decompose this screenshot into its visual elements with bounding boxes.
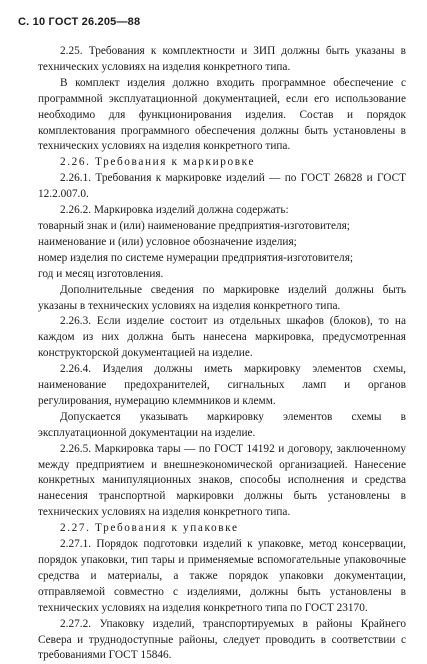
list-item-trademark: товарный знак и (или) наименование предприятия-изготовителя; (38, 219, 350, 232)
list-item-name: наименование и (или) условное обозначение изделия; (38, 235, 297, 248)
paragraph-2-26-1: 2.26.1. Требования к маркировке изделий — по ГОСТ 26828 и ГОСТ 12.2.007.0. (38, 172, 406, 201)
paragraph-2-27-2: 2.27.2. Упаковку изделий, транспортируемых в районы Крайнего Севера и труднодоступные районы, следует проводить в соответствии с требованиями ГОСТ 15846. (38, 617, 406, 662)
list-item-date: год и месяц изготовления. (38, 267, 164, 280)
paragraph-2-26-3: 2.26.3. Если изделие состоит из отдельных шкафов (блоков), то на каждом из них должна быть нанесена маркировка, предусмотренная конструкторской документацией на изделие. (38, 315, 406, 360)
page-header: С. 10 ГОСТ 26.205—88 (18, 16, 141, 28)
paragraph-2-27-1: 2.27.1. Порядок подготовки изделий к упаковке, метод консервации, порядок упаковки, тип тары и применяемые вспомогательные упаковочные средства и материалы, а также порядок упаковки документации, отправляемой совместно с изделиями, должны быть установлены в технических условиях на изделия конкретного типа по ГОСТ 23170. (38, 538, 406, 614)
paragraph-additional-info: Дополнительные сведения по маркировке изделий должны быть указаны в технических условиях на изделия конкретного типа. (38, 283, 406, 312)
paragraph-software: В комплект изделия должно входить программное обеспечение с программной эксплуатационной документацией, если его использование необходимо для функционирования изделия. Состав и порядок комплектования программного обеспечения должны быть установлены в технических условиях на изделия конкретного типа. (38, 76, 406, 153)
paragraph-2-26-2: 2.26.2. Маркировка изделий должна содержать: (60, 204, 289, 217)
document-body (38, 44, 406, 664)
paragraph-scheme-marking: Допускается указывать маркировку элементов схемы в эксплуатационной документации на изделие. (38, 410, 406, 439)
paragraph-2-26-5: 2.26.5. Маркировка тары — по ГОСТ 14192 и договору, заключенному между предприятием и внешнеэкономической организацией. Нанесение конкретных манипуляционных знаков, способы исполнения и средства нанесения транспортной маркировки должны быть установлены в технических условиях на изделия конкретного типа. (38, 442, 406, 519)
section-heading-packaging: 2.27. Требования к упаковке (60, 522, 239, 535)
list-item-number: номер изделия по системе нумерации предприятия-изготовителя; (38, 251, 354, 264)
section-heading-marking: 2.26. Требования к маркировке (60, 156, 256, 169)
paragraph-2-26-4: 2.26.4. Изделия должны иметь маркировку элементов схемы, наименование предохранителей, сигнальных ламп и органов регулирования, нумерацию клеммников и клемм. (38, 363, 406, 407)
paragraph-2-25: 2.25. Требования к комплектности и ЗИП должны быть указаны в технических условиях на изделия конкретного типа. (38, 45, 406, 73)
